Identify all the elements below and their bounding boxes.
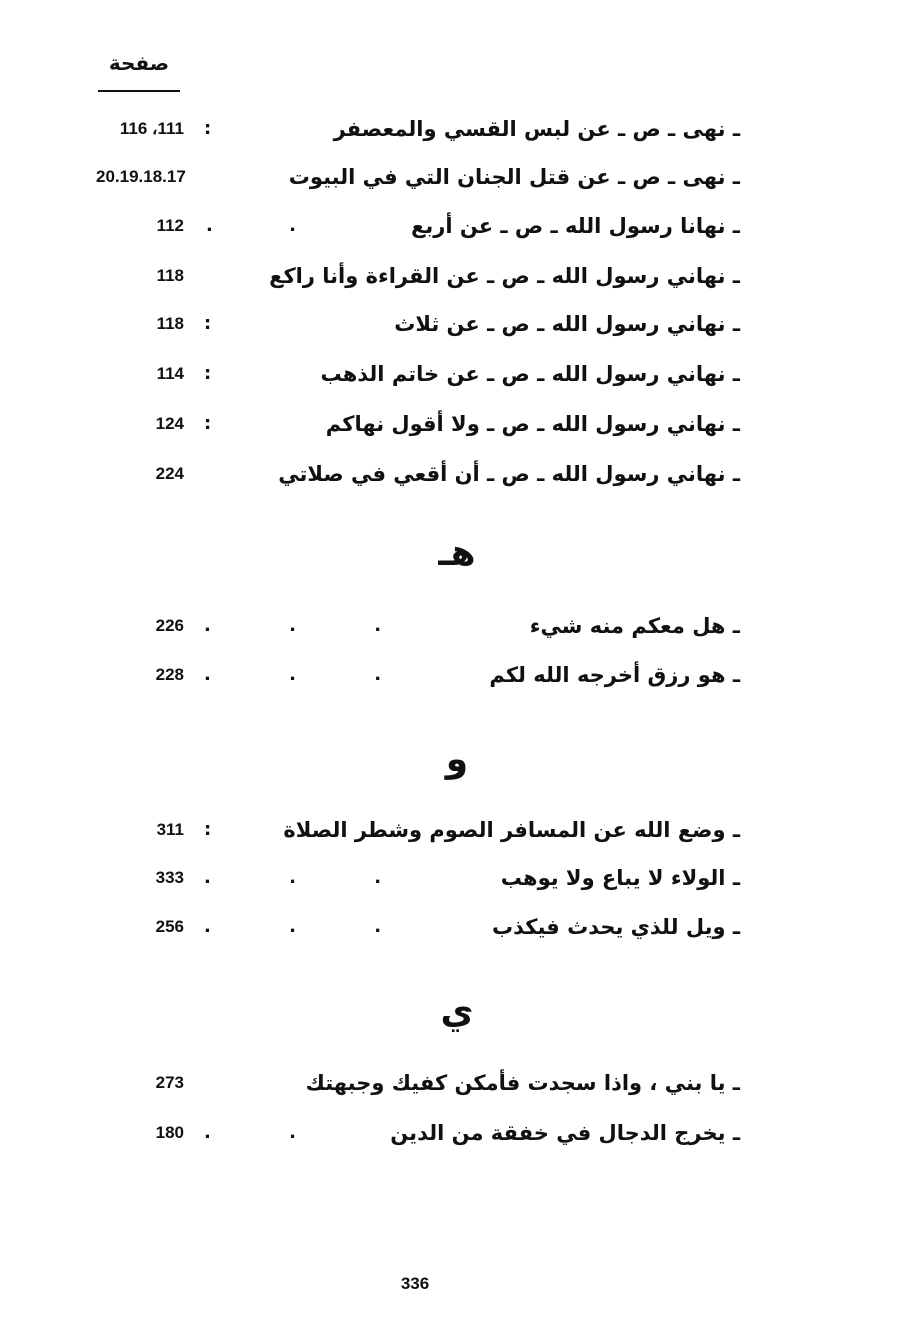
entry-separator: :	[204, 819, 212, 840]
entry-separator: . . .	[204, 615, 382, 636]
section-letter-waw: و	[445, 739, 469, 780]
entry-pages: 224	[155, 464, 184, 483]
entry-pages: 124	[155, 414, 184, 433]
entry-text: ـ ويل للذي يحدث فيكذب	[492, 915, 740, 939]
entry-pages: 116 ،111	[119, 119, 184, 138]
entry-text: ـ نهاني رسول الله ـ ص ـ عن ثلاث	[394, 312, 740, 336]
entry-pages: 114	[156, 364, 184, 383]
entry-separator: :	[204, 118, 212, 139]
entry-text: ـ نهى ـ ص ـ عن قتل الجنان التي في البيوت	[288, 165, 740, 189]
index-entry	[96, 858, 740, 898]
entry-text: ـ نهاني رسول الله ـ ص ـ ولا أقول نهاكم	[325, 412, 740, 436]
index-entry	[96, 157, 740, 197]
entry-separator: :	[204, 363, 212, 384]
entry-text: ـ يخرج الدجال في خفقة من الدين	[390, 1121, 740, 1145]
index-entry	[96, 304, 740, 344]
entry-separator: . .	[204, 1122, 296, 1143]
entry-pages: 311	[156, 820, 184, 839]
index-entry	[96, 206, 740, 246]
entry-separator: . . .	[204, 867, 382, 888]
index-entry	[96, 810, 740, 850]
index-entry	[96, 655, 740, 695]
entry-pages: 228	[155, 665, 184, 684]
entry-pages: 226	[155, 616, 184, 635]
entry-separator: . . .	[204, 916, 382, 937]
entry-pages: 112	[156, 216, 184, 235]
index-entry	[96, 907, 740, 947]
section-letter-ha: هـ	[438, 533, 476, 574]
index-entry	[96, 354, 740, 394]
section-letter-ya: ي	[440, 991, 474, 1032]
entry-pages: 273	[155, 1073, 184, 1092]
entry-pages: 118	[156, 266, 184, 285]
index-entry	[96, 454, 740, 494]
entry-text: ـ هل معكم منه شيء	[529, 614, 740, 638]
entry-separator: :	[204, 313, 212, 334]
index-entry	[96, 606, 740, 646]
header-rule	[98, 90, 180, 92]
entry-text: ـ نهاني رسول الله ـ ص ـ عن خاتم الذهب	[320, 362, 740, 386]
index-entry	[96, 404, 740, 444]
entry-pages: 256	[155, 917, 184, 936]
entry-pages: 180	[155, 1123, 184, 1142]
entry-separator: . .	[206, 215, 296, 236]
entry-pages: 20.19.18.17	[96, 167, 186, 186]
page-column-header: صفحة	[108, 51, 170, 75]
page-number: 336	[400, 1274, 430, 1293]
index-entry	[96, 109, 740, 149]
index-entry	[96, 1113, 740, 1153]
entry-text: ـ هو رزق أخرجه الله لكم	[489, 663, 740, 687]
entry-text: ـ نهانا رسول الله ـ ص ـ عن أربع	[411, 214, 740, 238]
index-entry	[96, 1063, 740, 1103]
entry-text: ـ نهى ـ ص ـ عن لبس القسي والمعصفر	[333, 117, 740, 141]
entry-separator: :	[204, 413, 212, 434]
entry-text: ـ يا بني ، واذا سجدت فأمكن كفيك وجبهتك	[305, 1071, 740, 1095]
index-entry	[96, 256, 740, 296]
entry-text: ـ الولاء لا يباع ولا يوهب	[500, 866, 740, 890]
entry-text: ـ وضع الله عن المسافر الصوم وشطر الصلاة	[283, 818, 740, 842]
entry-pages: 333	[155, 868, 184, 887]
entry-pages: 118	[156, 314, 184, 333]
entry-text: ـ نهاني رسول الله ـ ص ـ أن أقعي في صلاتي	[278, 462, 740, 486]
entry-text: ـ نهاني رسول الله ـ ص ـ عن القراءة وأنا راكع	[269, 264, 740, 288]
entry-separator: . . .	[204, 664, 382, 685]
